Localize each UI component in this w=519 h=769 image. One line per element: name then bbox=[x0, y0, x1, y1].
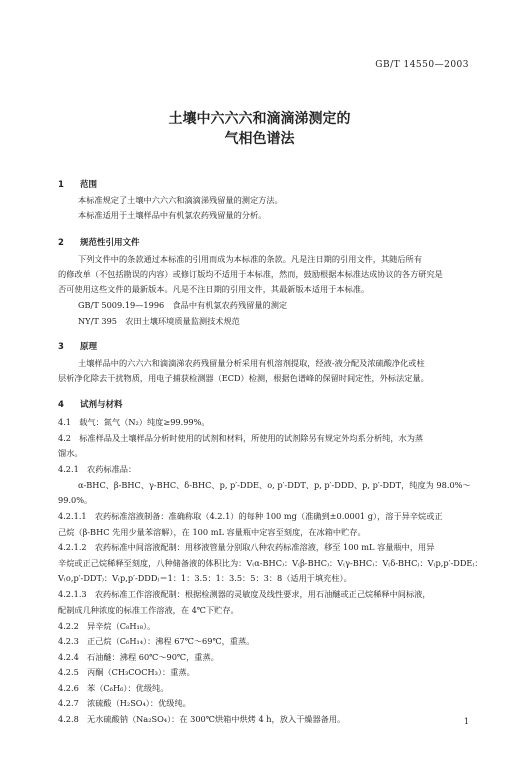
section-number: 3 bbox=[58, 342, 64, 352]
body-line: 本标准规定了土壤中六六六和滴滴涕残留量的测定方法。 bbox=[78, 195, 283, 205]
clause-4-2-1: 4.2.1 农药标准品： bbox=[58, 464, 137, 474]
clause-4-2-1-1: 4.2.1.1 农药标准溶液制备：准确称取（4.2.1）的每种 100 mg（准确到±0.0001 g），溶于异辛烷或正 bbox=[58, 511, 443, 521]
body-line: α-BHC、β-BHC、γ-BHC、δ-BHC、p, p′-DDE、o, p′-DDT、p, p′-DDD、p, p′-DDT，纯度为 98.0%～ bbox=[78, 480, 471, 490]
section-heading-reagents bbox=[58, 398, 123, 410]
body-line: 本标准适用于土壤样品中有机氯农药残留量的分析。 bbox=[78, 210, 267, 220]
body-line: 馏水。 bbox=[58, 448, 83, 458]
clause-4-2-1-2: 4.2.1.2 农药标准中间溶液配制：用移液管量分别取八种农药标准溶液，移至 100 mL 容量瓶中，用异 bbox=[58, 542, 435, 552]
body-line: 层析净化除去干扰物质，用电子捕获检测器（ECD）检测，根据色谱峰的保留时间定性，外标法定量。 bbox=[58, 373, 429, 383]
clause-4-2-7: 4.2.7 浓硫酸（H₂SO₄）：优级纯。 bbox=[58, 698, 191, 708]
clause-4-2-5: 4.2.5 丙酮（CH₃COCH₃）：重蒸。 bbox=[58, 667, 195, 677]
body-line: V₍o,p′-DDT₎：V₍p,p′-DDD₎＝1：1：3.5：1：3.5：5：3：8（适用于填充柱）。 bbox=[58, 573, 352, 583]
section-title: 原理 bbox=[80, 342, 98, 352]
standard-number: GB/T 14550—2003 bbox=[375, 60, 469, 70]
body-line: 99.0%。 bbox=[58, 495, 93, 505]
clause-4-2-4: 4.2.4 石油醚：沸程 60℃～90℃，重蒸。 bbox=[58, 652, 219, 662]
body-line: 土壤样品中的六六六和滴滴涕农药残留量分析采用有机溶剂提取，经液-液分配及浓硫酸净化或柱 bbox=[78, 358, 425, 368]
reference-ny: NY/T 395 农田土壤环境质量监测技术规范 bbox=[78, 316, 240, 326]
clause-4-2-3: 4.2.3 正己烷（C₆H₁₄）：沸程 67℃～69℃，重蒸。 bbox=[58, 636, 255, 646]
page-number: 1 bbox=[463, 717, 469, 726]
section-number: 2 bbox=[58, 238, 64, 248]
document-title-line-2: 气相色谱法 bbox=[224, 131, 295, 147]
clause-4-2-1-3: 4.2.1.3 农药标准工作溶液配制：根据检测器的灵敏度及线性要求，用石油醚或正己烷稀释中间标液， bbox=[58, 589, 431, 599]
section-title: 规范性引用文件 bbox=[80, 238, 140, 248]
clause-4-2-6: 4.2.6 苯（C₆H₆）：优级纯。 bbox=[58, 683, 169, 693]
section-heading-principle bbox=[58, 340, 97, 352]
clause-4-1: 4.1 载气：氮气（N₂）纯度≥99.99%。 bbox=[58, 417, 210, 427]
body-line: 否可使用这些文件的最新版本。凡是不注日期的引用文件，其最新版本适用于本标准。 bbox=[58, 284, 370, 294]
reference-gb: GB/T 5009.19—1996 食品中有机氯农药残留量的测定 bbox=[78, 300, 288, 310]
body-line: 下列文件中的条款通过本标准的引用而成为本标准的条款。凡是注日期的引用文件，其随后所有 bbox=[78, 254, 422, 264]
clause-4-2: 4.2 标准样品及土壤样品分析时使用的试剂和材料，所使用的试剂除另有规定外均系分析纯，水为蒸 bbox=[58, 433, 424, 443]
section-number: 4 bbox=[58, 400, 64, 410]
section-heading-scope bbox=[58, 178, 97, 190]
section-title: 试剂与材料 bbox=[80, 400, 123, 410]
body-line: 辛烷或正己烷稀释至刻度，八种储备液的体积比为：V₍α-BHC₎：V₍β-BHC₎：V₍γ-BHC₎：V₍δ-BHC₎：V₍p,p′-DDE₎： bbox=[58, 558, 483, 568]
document-title-line-1: 土壤中六六六和滴滴涕测定的 bbox=[168, 111, 351, 127]
clause-4-2-2: 4.2.2 异辛烷（C₈H₁₈）。 bbox=[58, 621, 156, 631]
body-line: 配制成几种浓度的标准工作溶液，在 4℃下贮存。 bbox=[58, 605, 239, 615]
clause-4-2-8: 4.2.8 无水硫酸钠（Na₂SO₄）：在 300℃烘箱中烘烤 4 h，放入干燥器备用。 bbox=[58, 714, 346, 724]
body-line: 己烷（β-BHC 先用少量苯溶解），在 100 mL 容量瓶中定容至刻度，在冰箱中贮存。 bbox=[58, 527, 366, 537]
body-line: 的修改单（不包括勘误的内容）或修订版均不适用于本标准，然而，鼓励根据本标准达成协议的各方研究是 bbox=[58, 269, 443, 279]
section-heading-references bbox=[58, 236, 140, 248]
section-number: 1 bbox=[58, 180, 64, 190]
section-title: 范围 bbox=[80, 180, 98, 190]
